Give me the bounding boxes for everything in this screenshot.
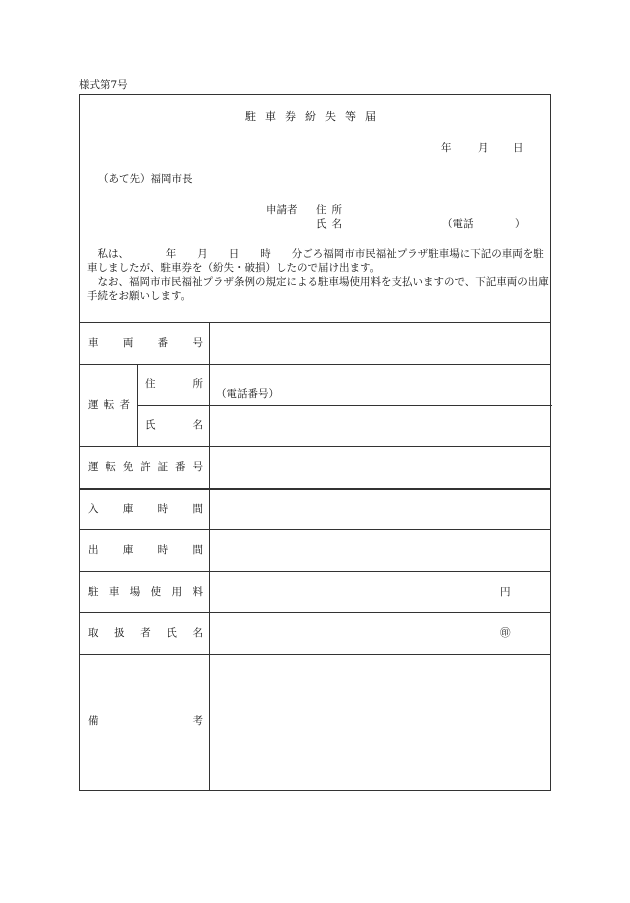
label-char: 考	[192, 715, 203, 727]
parking-fee-label	[88, 587, 203, 598]
label-char: 免	[122, 461, 134, 473]
date-month-label: 月	[478, 142, 489, 154]
driver-name-label	[145, 420, 203, 431]
entry-time-label	[88, 504, 203, 515]
label-char: 間	[192, 503, 203, 515]
declaration-text	[87, 247, 549, 303]
label-char: 番	[157, 337, 169, 349]
label-char: 転	[103, 399, 115, 411]
applicant-phone-close: ）	[515, 218, 526, 230]
label-char: 用	[171, 586, 183, 598]
date-day-label: 日	[513, 142, 524, 154]
label-char: 者	[119, 399, 130, 411]
label-char: 証	[157, 461, 169, 473]
table-row-line	[80, 529, 550, 530]
label-char: 号	[192, 461, 203, 473]
label-char: 者	[140, 627, 151, 639]
label-char: 運	[88, 461, 99, 473]
label-char: 車	[88, 337, 99, 349]
applicant-phone-open: （電話	[442, 218, 474, 230]
driver-phone-label: （電話番号）	[216, 388, 279, 400]
label-char: 出	[88, 544, 99, 556]
table-row-line	[80, 571, 550, 572]
fee-unit-label: 円	[500, 586, 511, 598]
label-char: 庫	[122, 544, 134, 556]
label-char: 名	[192, 627, 203, 639]
label-char: 扱	[114, 627, 125, 639]
vehicle-number-label	[88, 338, 203, 349]
label-char: 時	[157, 544, 169, 556]
addressee: （あて先）福岡市長	[98, 173, 193, 185]
label-char: 駐	[88, 586, 99, 598]
label-char: 転	[105, 461, 116, 473]
table-row-line	[80, 364, 550, 365]
label-char: 時	[157, 503, 169, 515]
seal-mark: ㊞	[500, 627, 511, 639]
date-year-label: 年	[441, 142, 452, 154]
exit-time-label	[88, 545, 203, 556]
handler-name-label	[88, 628, 203, 639]
driver-address-label	[145, 379, 203, 390]
form-title: 駐車券紛失等届	[245, 110, 385, 123]
label-column-line	[209, 322, 210, 791]
label-char: 所	[192, 378, 203, 390]
table-row-line	[80, 488, 550, 490]
table-row-line	[80, 612, 550, 613]
label-char: 許	[140, 461, 151, 473]
declaration-paragraph-1: 私は、 年 月 日 時 分ごろ福岡市市民福祉プラザ駐車場に下記の車両を駐車しましたが、駐車券を（紛失・破損）したので届け出ます。	[87, 248, 544, 274]
label-char: 運	[88, 399, 99, 411]
form-number: 様式第7号	[79, 79, 128, 91]
label-char: 名	[192, 419, 203, 431]
label-char: 住	[145, 378, 156, 390]
label-char: 庫	[122, 503, 134, 515]
label-char: 使	[150, 586, 162, 598]
applicant-label: 申請者	[266, 204, 298, 216]
label-char: 氏	[145, 419, 156, 431]
form-frame	[79, 94, 551, 791]
remarks-label	[88, 716, 203, 727]
label-char: 料	[192, 586, 203, 598]
license-number-label	[88, 462, 203, 473]
label-char: 番	[175, 461, 186, 473]
label-char: 場	[129, 586, 141, 598]
driver-group-line	[137, 364, 138, 446]
label-char: 氏	[166, 627, 177, 639]
label-char: 車	[108, 586, 120, 598]
label-char: 号	[192, 337, 203, 349]
table-row-line	[80, 446, 550, 447]
label-char: 両	[122, 337, 134, 349]
label-char: 備	[88, 715, 99, 727]
driver-subrow-line	[137, 405, 552, 406]
declaration-paragraph-2: なお、福岡市市民福祉プラザ条例の規定による駐車場使用料を支払いますので、下記車両の出庫手続をお願いします。	[87, 276, 549, 302]
label-char: 取	[88, 627, 99, 639]
label-char: 入	[88, 503, 99, 515]
driver-label	[88, 400, 130, 411]
table-top-line	[80, 322, 550, 323]
applicant-name-label: 氏名	[316, 218, 347, 230]
label-char: 間	[192, 544, 203, 556]
table-row-line	[80, 654, 550, 655]
applicant-address-label: 住所	[316, 204, 347, 216]
